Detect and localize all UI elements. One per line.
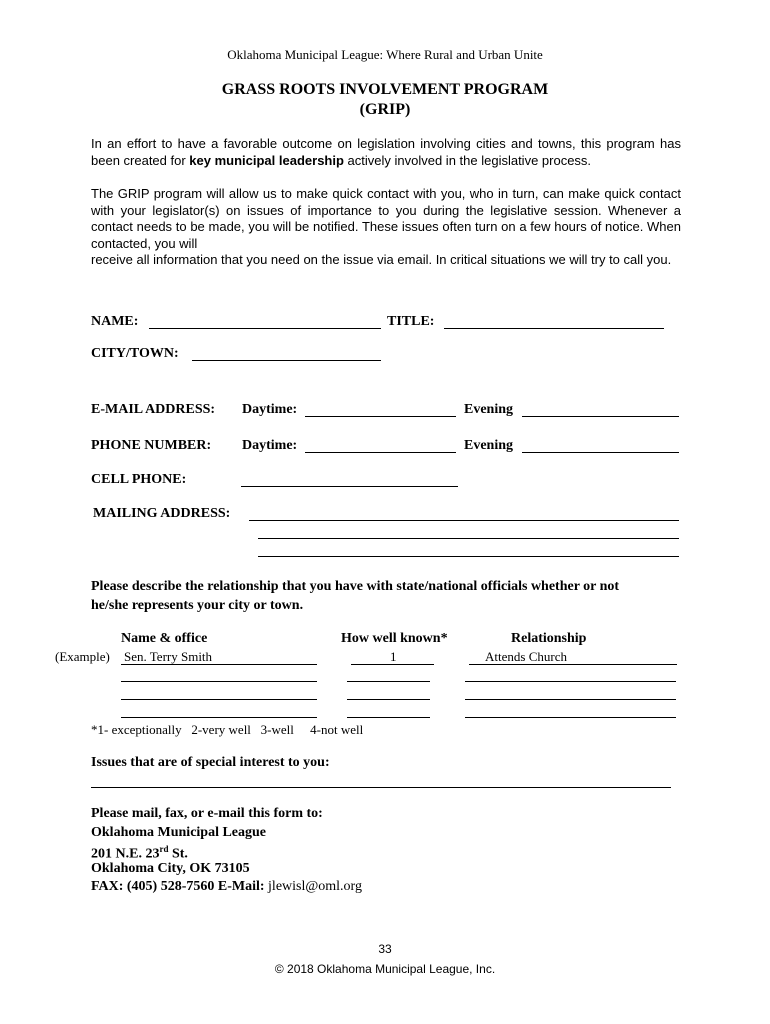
city-label: CITY/TOWN: [91,346,179,361]
known-field-2[interactable] [347,699,430,700]
page-title: GRASS ROOTS INVOLVEMENT PROGRAM [221,81,549,98]
relationship-prompt-line-1: Please describe the relationship that you have with state/national officials whether or not [91,579,620,594]
intro-bold-text: key municipal leadership [189,152,344,168]
email-daytime-label: Daytime: [242,402,298,417]
name-field[interactable] [149,328,381,329]
relationship-field-3[interactable] [465,717,676,718]
name-label: NAME: [91,314,139,329]
email-evening-label: Evening [464,402,514,417]
page-number: 33 [378,942,392,956]
org-name: Oklahoma Municipal League [91,825,267,840]
example-known: 1 [390,649,397,664]
known-scale-note: *1- exceptionally 2-very well 3-well 4-not well [91,722,364,737]
email-evening-field[interactable] [522,416,679,417]
page-subtitle: (GRIP) [359,101,411,118]
contact-email: jlewisl@oml.org [264,879,362,894]
known-field-3[interactable] [347,717,430,718]
mailing-address-line-2[interactable] [258,538,679,539]
cell-label: CELL PHONE: [91,472,187,487]
phone-label: PHONE NUMBER: [91,438,212,453]
email-daytime-field[interactable] [305,416,456,417]
mailing-address-line-1[interactable] [249,520,679,521]
title-field[interactable] [444,328,664,329]
col-header-name: Name & office [121,631,208,646]
official-name-field-1[interactable] [121,681,317,682]
city-state-zip: Oklahoma City, OK 73105 [91,861,250,876]
city-field[interactable] [192,360,381,361]
relationship-prompt-line-2: he/she represents your city or town. [91,598,304,613]
example-label: (Example) [55,649,110,664]
grip-description [91,186,681,269]
example-relationship: Attends Church [485,649,567,664]
phone-daytime-label: Daytime: [242,438,298,453]
email-label: E-MAIL ADDRESS: [91,402,216,417]
fax-email-line [91,879,362,895]
relationship-field-1[interactable] [465,681,676,682]
grip-description-part2: receive all information that you need on the issue via email. In critical situations we will try to call you. [91,252,672,267]
phone-evening-label: Evening [464,438,514,453]
mailing-address-line-3[interactable] [258,556,679,557]
intro-text-2: actively involved in the legislative process. [343,152,592,168]
header-tagline: Oklahoma Municipal League: Where Rural and Urban Unite [227,47,543,62]
col-header-known: How well known* [341,631,448,646]
mailing-address-label: MAILING ADDRESS: [93,506,231,521]
relationship-field-2[interactable] [465,699,676,700]
street-address-name: St. [168,846,188,862]
issues-label: Issues that are of special interest to you: [91,755,330,770]
street-address-suffix: rd [159,844,169,854]
known-field-1[interactable] [347,681,430,682]
street-address-number: 201 N.E. 23 [91,846,160,862]
cell-field[interactable] [241,486,458,487]
issues-field[interactable] [91,787,671,788]
official-name-field-3[interactable] [121,717,317,718]
intro-paragraph [91,136,681,169]
intro-text-1: In an effort to have a favorable outcome on legislation involving cities and towns, this program has been created for [91,136,681,168]
title-label: TITLE: [387,314,435,329]
phone-evening-field[interactable] [522,452,679,453]
copyright: © 2018 Oklahoma Municipal League, Inc. [274,962,496,976]
grip-description-part1: The GRIP program will allow us to make quick contact with you, who in turn, can make quick contact with your legislator(s) on issues of importance to you during the legislative session. Whenever a contact needs to be made, you will be notified. These issues often turn on a few hours of notice. When contacted, you will [91,186,681,251]
official-name-field-2[interactable] [121,699,317,700]
fax-label: FAX: (405) 528-7560 E-Mail: [91,879,265,894]
example-name: Sen. Terry Smith [124,649,213,664]
street-address [91,844,188,863]
phone-daytime-field[interactable] [305,452,456,453]
col-header-relationship: Relationship [511,631,587,646]
mail-instructions: Please mail, fax, or e-mail this form to: [91,806,323,821]
